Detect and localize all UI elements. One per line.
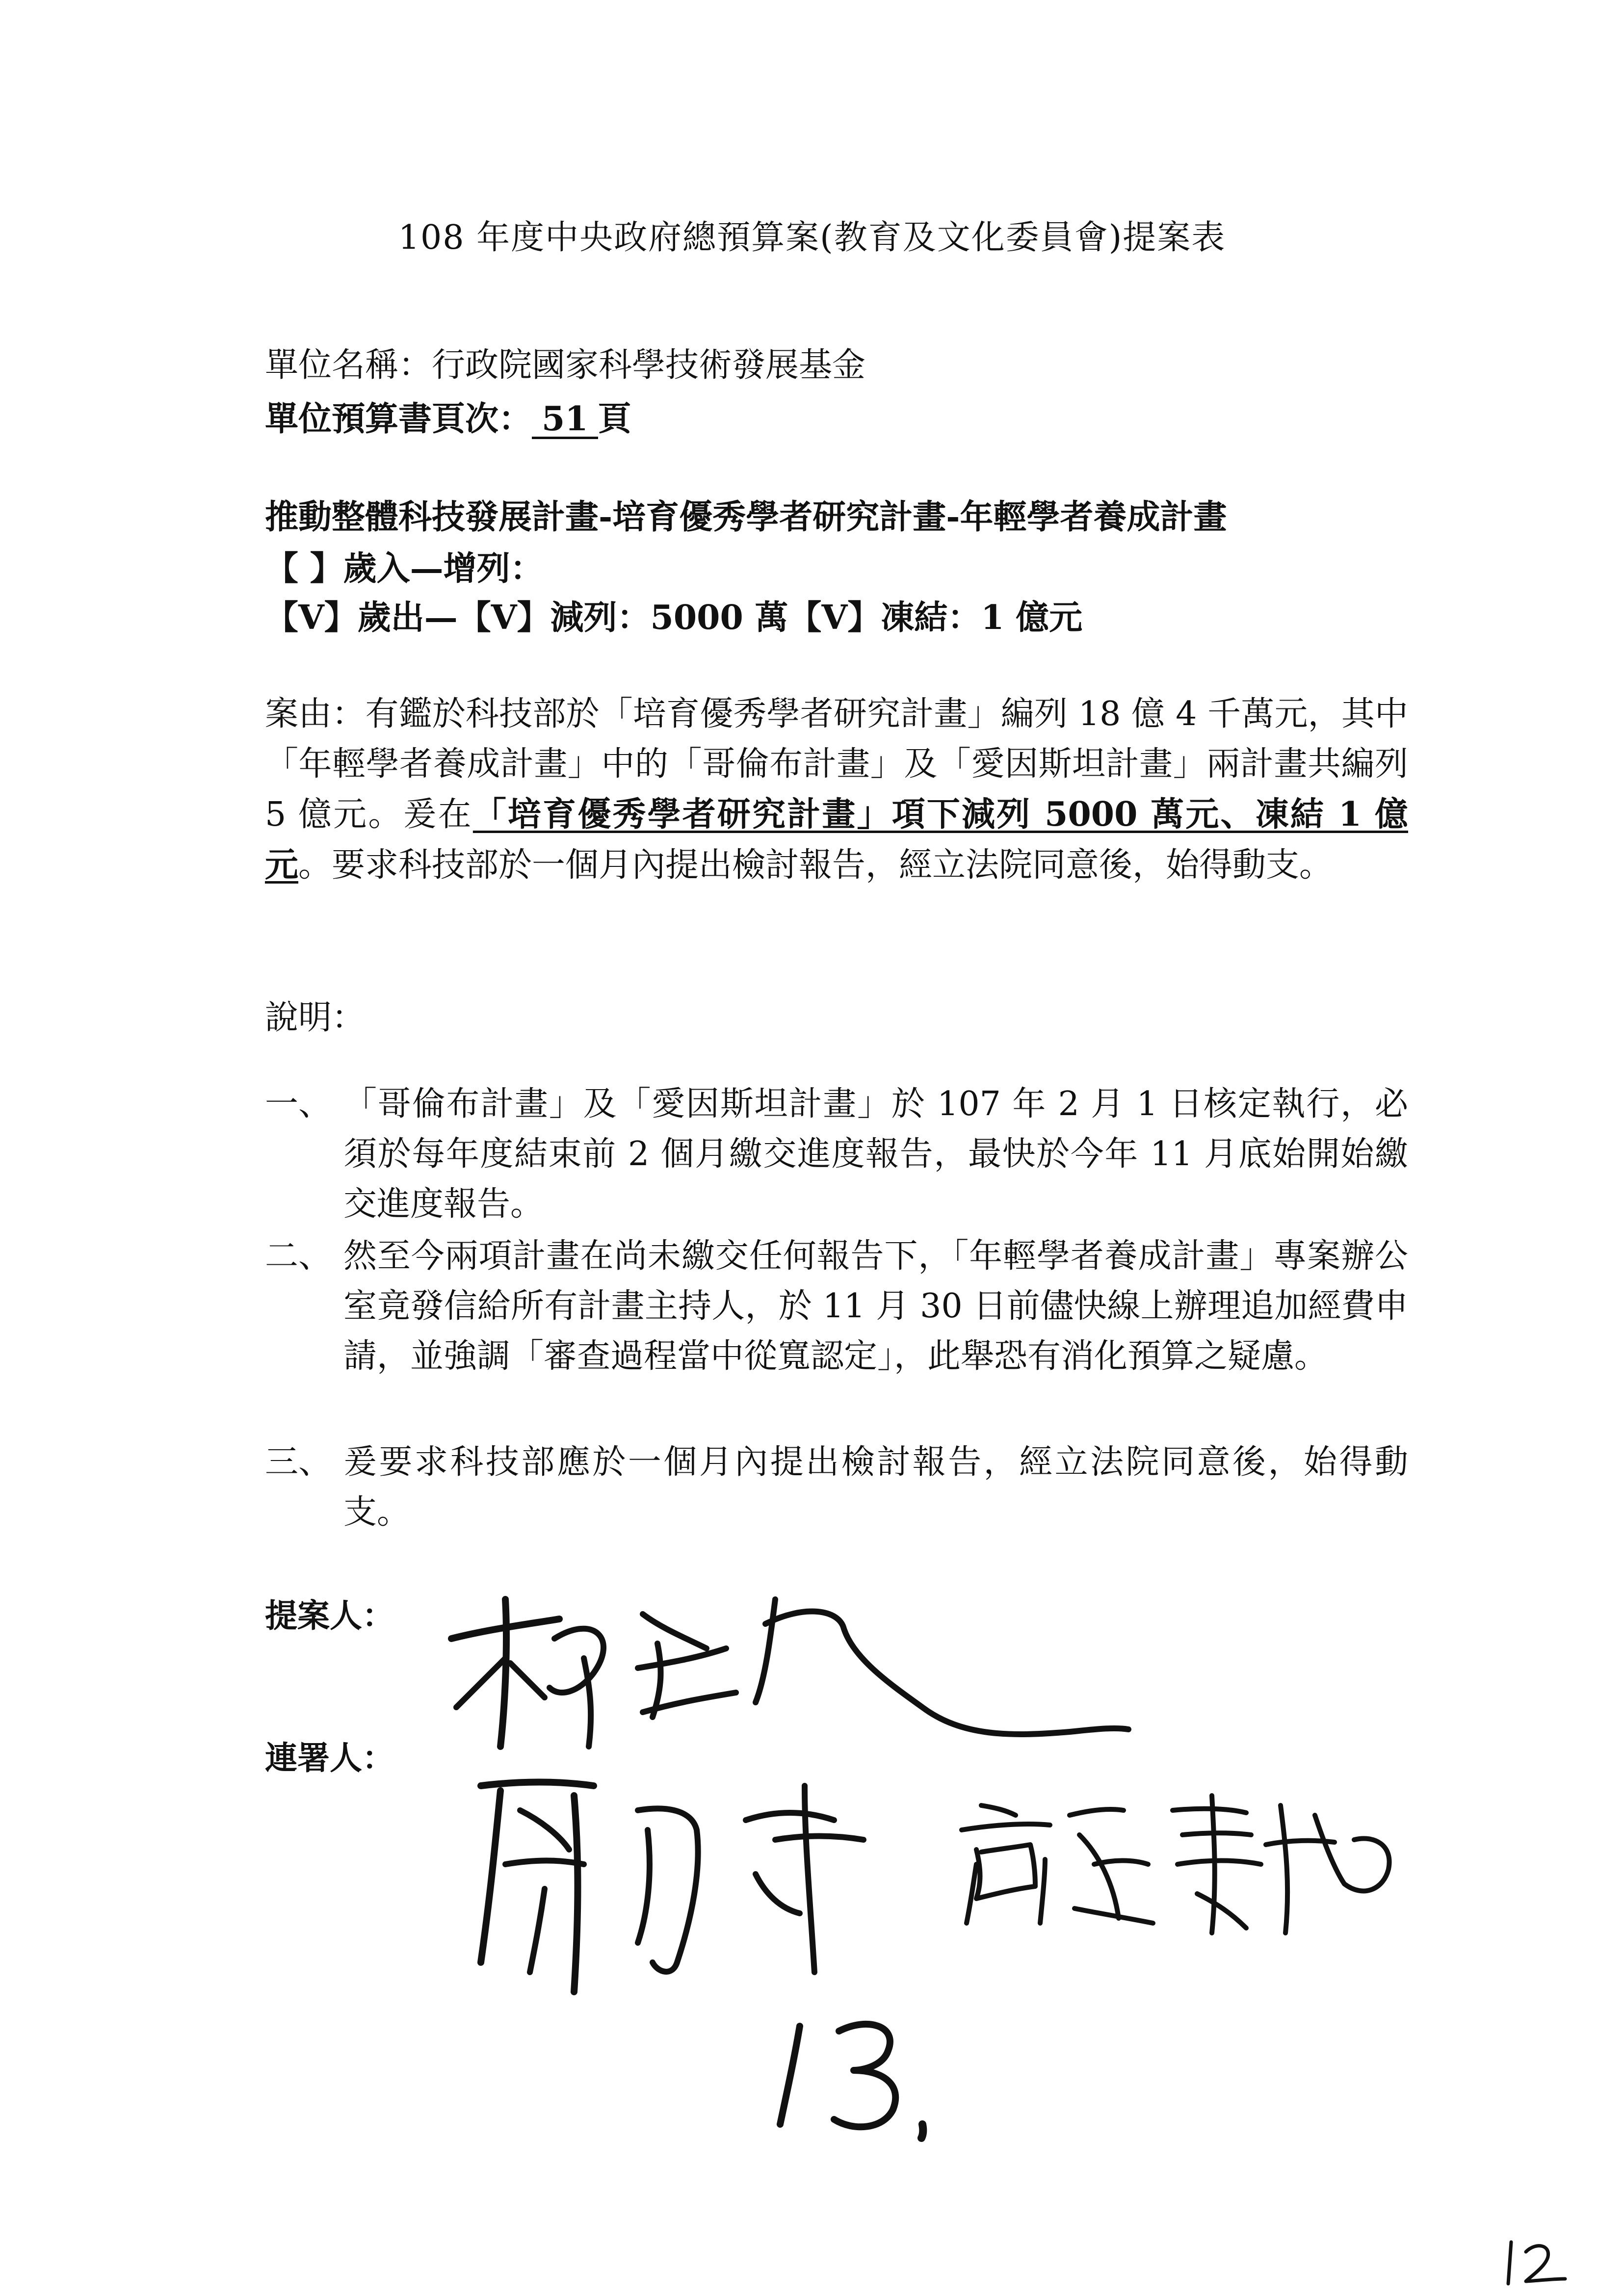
cosigner-signature-1: [461, 1766, 893, 1997]
proposer-signature: [432, 1585, 1138, 1761]
item-marker: 二、: [265, 1237, 332, 1276]
reason-emphasis: 「培育優秀學者研究計畫」項下減列 5000 萬元、凍結 1 億元: [265, 795, 1408, 885]
reason-text-1: 案由：有鑑於科技部於「培育優秀學者研究計畫」編列 18 億 4 千萬元，其中「年輕學者養成計畫」中的「哥倫布計畫」及「愛因斯坦計畫」兩計畫共編列 5 億元。爰在: [265, 695, 1408, 834]
unit-name: 單位名稱：行政院國家科學技術發展基金: [265, 346, 866, 385]
reason-paragraph: [265, 689, 1408, 890]
item-marker: 一、: [265, 1085, 332, 1123]
explanation-item-2: [265, 1231, 1408, 1382]
reason-text-2: 。要求科技部於一個月內提出檢討報告，經立法院同意後，始得動支。: [298, 846, 1333, 885]
plan-name: 推動整體科技發展計畫-培育優秀學者研究計畫-年輕學者養成計畫: [265, 497, 1227, 537]
explanation-item-3: [265, 1437, 1408, 1538]
explanation-label: 說明：: [265, 998, 366, 1037]
proposer-label: 提案人：: [265, 1596, 394, 1635]
cosigner-label: 連署人：: [265, 1739, 394, 1777]
item-text: 爰要求科技部應於一個月內提出檢討報告，經立法院同意後，始得動支。: [343, 1443, 1408, 1532]
item-text: 「哥倫布計畫」及「愛因斯坦計畫」於 107 年 2 月 1 日核定執行，必須於每年度結束前 2 個月繳交進度報告，最快於今年 11 月底始開始繳交進度報告。: [343, 1085, 1408, 1224]
corner-page-mark: [1501, 2237, 1570, 2286]
item-marker: 三、: [265, 1443, 332, 1482]
handwritten-number: [765, 2007, 952, 2144]
revenue-line: 【 】歲入—增列：: [265, 549, 544, 588]
item-text: 然至今兩項計畫在尚未繳交任何報告下，「年輕學者養成計畫」專案辦公室竟發信給所有計畫主持人，於 11 月 30 日前儘快線上辦理追加經費申請，並強調「審查過程當中從寬認定」，此舉恐有消化預算之疑慮。: [343, 1237, 1408, 1376]
budget-page-suffix: 頁: [598, 399, 631, 439]
cosigner-signature-2: [952, 1786, 1403, 1943]
budget-page-number: 51: [532, 402, 598, 439]
expenditure-line: 【V】歲出—【V】減列：5000 萬【V】凍結：1 億元: [265, 598, 1083, 637]
document-title: 108 年度中央政府總預算案(教育及文化委員會)提案表: [398, 218, 1226, 257]
explanation-item-1: [265, 1079, 1408, 1229]
budget-page-line: [265, 392, 631, 440]
budget-page-label: 單位預算書頁次：: [265, 399, 532, 439]
